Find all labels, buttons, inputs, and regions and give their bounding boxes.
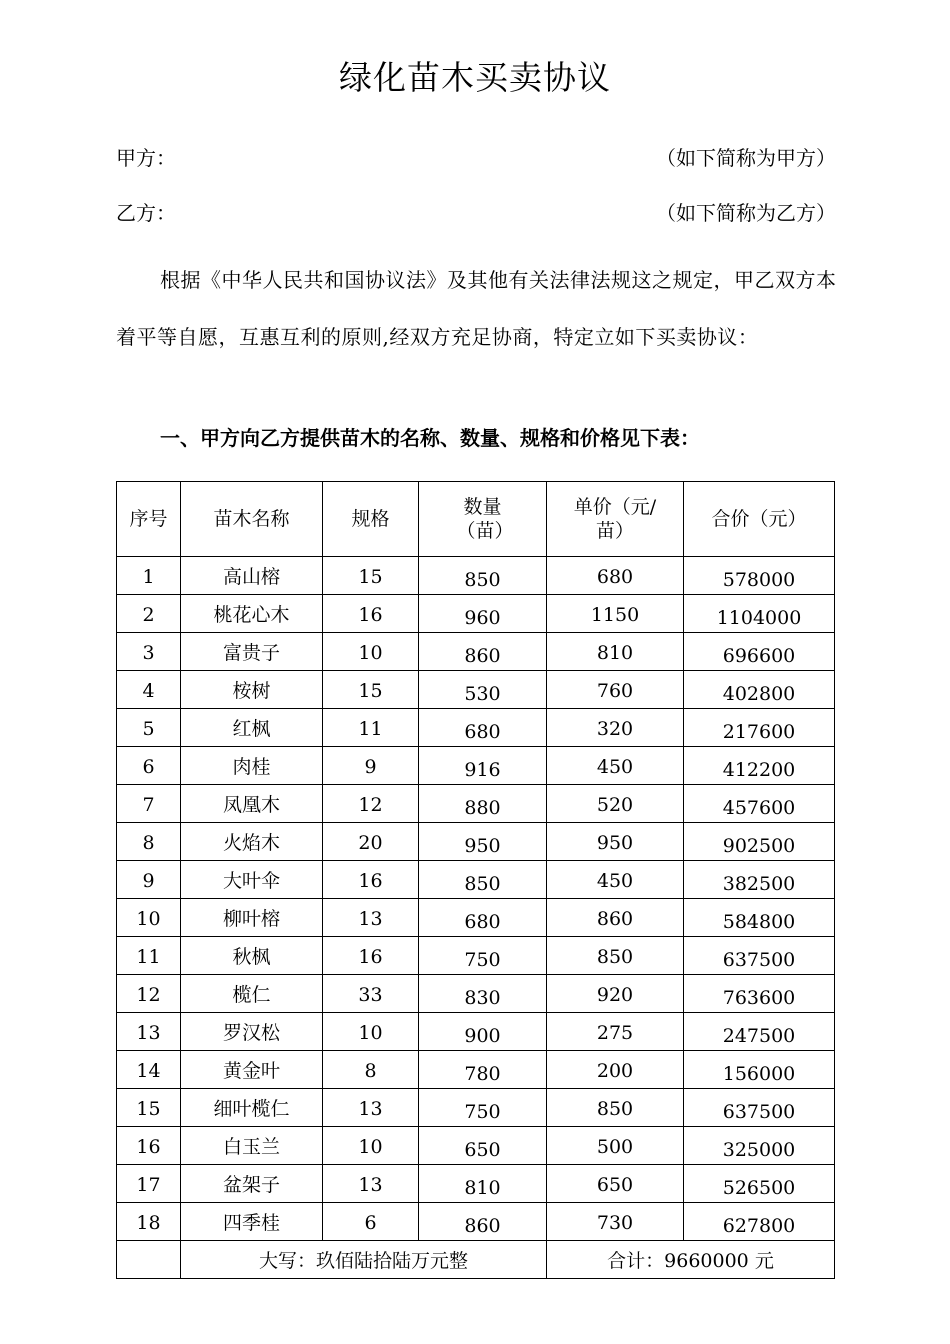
unit-price-cell: 680 (547, 557, 684, 595)
row-index-cell: 13 (117, 1013, 181, 1051)
subtotal-cell: 578000 (684, 557, 835, 595)
spec-cell: 8 (323, 1051, 419, 1089)
subtotal-cell: 526500 (684, 1165, 835, 1203)
header-subtotal: 合价（元） (684, 482, 835, 557)
quantity-cell: 530 (419, 671, 547, 709)
subtotal-cell: 584800 (684, 899, 835, 937)
table-row (117, 595, 835, 633)
table-row (117, 1089, 835, 1127)
quantity-cell: 650 (419, 1127, 547, 1165)
row-index-cell: 6 (117, 747, 181, 785)
amount-in-words: 大写：玖佰陆拾陆万元整 (181, 1241, 547, 1279)
table-row (117, 975, 835, 1013)
footer-blank-cell (117, 1241, 181, 1279)
seedling-name-cell: 凤凰木 (181, 785, 323, 823)
unit-price-cell: 320 (547, 709, 684, 747)
spec-cell: 12 (323, 785, 419, 823)
subtotal-cell: 637500 (684, 937, 835, 975)
spec-cell: 10 (323, 1013, 419, 1051)
spec-cell: 16 (323, 595, 419, 633)
seedling-name-cell: 大叶伞 (181, 861, 323, 899)
subtotal-cell: 1104000 (684, 595, 835, 633)
row-index-cell: 9 (117, 861, 181, 899)
subtotal-cell: 412200 (684, 747, 835, 785)
row-index-cell: 5 (117, 709, 181, 747)
seedling-name-cell: 火焰木 (181, 823, 323, 861)
document-title: 绿化苗木买卖协议 (339, 58, 611, 97)
table-row (117, 671, 835, 709)
spec-cell: 33 (323, 975, 419, 1013)
subtotal-cell: 696600 (684, 633, 835, 671)
section-heading: 一、甲方向乙方提供苗木的名称、数量、规格和价格见下表： (160, 426, 700, 450)
party-b-line (116, 198, 836, 228)
table-row (117, 861, 835, 899)
quantity-cell: 860 (419, 1203, 547, 1241)
party-b-label: 乙方： (116, 201, 176, 225)
seedling-name-cell: 罗汉松 (181, 1013, 323, 1051)
spec-cell: 6 (323, 1203, 419, 1241)
grand-total: 合计：9660000 元 (547, 1241, 835, 1279)
seedling-name-cell: 秋枫 (181, 937, 323, 975)
row-index-cell: 7 (117, 785, 181, 823)
unit-price-cell: 450 (547, 747, 684, 785)
table-row (117, 937, 835, 975)
unit-price-cell: 500 (547, 1127, 684, 1165)
unit-price-cell: 275 (547, 1013, 684, 1051)
unit-price-cell: 760 (547, 671, 684, 709)
quantity-cell: 950 (419, 823, 547, 861)
table-header-row (117, 482, 835, 557)
party-a-note: （如下简称为甲方） (656, 146, 836, 170)
header-index: 序号 (117, 482, 181, 557)
row-index-cell: 12 (117, 975, 181, 1013)
spec-cell: 10 (323, 1127, 419, 1165)
unit-price-cell: 860 (547, 899, 684, 937)
header-quantity: 数量（苗） (419, 482, 547, 557)
seedling-name-cell: 细叶榄仁 (181, 1089, 323, 1127)
row-index-cell: 3 (117, 633, 181, 671)
table-row (117, 1165, 835, 1203)
seedling-name-cell: 四季桂 (181, 1203, 323, 1241)
quantity-cell: 750 (419, 1089, 547, 1127)
subtotal-cell: 402800 (684, 671, 835, 709)
unit-price-cell: 920 (547, 975, 684, 1013)
seedling-name-cell: 榄仁 (181, 975, 323, 1013)
row-index-cell: 8 (117, 823, 181, 861)
quantity-cell: 900 (419, 1013, 547, 1051)
quantity-cell: 750 (419, 937, 547, 975)
seedling-name-cell: 柳叶榕 (181, 899, 323, 937)
spec-cell: 15 (323, 557, 419, 595)
table-row (117, 823, 835, 861)
intro-paragraph: 根据《中华人民共和国协议法》及其他有关法律法规这之规定，甲乙双方本着平等自愿，互惠互利的原则,经双方充足协商，特定立如下买卖协议： (116, 268, 837, 349)
subtotal-cell: 627800 (684, 1203, 835, 1241)
seedling-name-cell: 富贵子 (181, 633, 323, 671)
row-index-cell: 10 (117, 899, 181, 937)
subtotal-cell: 382500 (684, 861, 835, 899)
table-row (117, 1127, 835, 1165)
spec-cell: 13 (323, 1165, 419, 1203)
seedling-name-cell: 白玉兰 (181, 1127, 323, 1165)
seedling-name-cell: 黄金叶 (181, 1051, 323, 1089)
subtotal-cell: 457600 (684, 785, 835, 823)
spec-cell: 20 (323, 823, 419, 861)
seedling-name-cell: 红枫 (181, 709, 323, 747)
spec-cell: 13 (323, 899, 419, 937)
spec-cell: 10 (323, 633, 419, 671)
row-index-cell: 11 (117, 937, 181, 975)
table-row (117, 1013, 835, 1051)
row-index-cell: 17 (117, 1165, 181, 1203)
seedling-name-cell: 肉桂 (181, 747, 323, 785)
unit-price-cell: 850 (547, 937, 684, 975)
row-index-cell: 15 (117, 1089, 181, 1127)
unit-price-cell: 810 (547, 633, 684, 671)
spec-cell: 16 (323, 937, 419, 975)
table-row (117, 1051, 835, 1089)
row-index-cell: 14 (117, 1051, 181, 1089)
quantity-cell: 680 (419, 709, 547, 747)
table-footer-row (117, 1241, 835, 1279)
table-row (117, 633, 835, 671)
quantity-cell: 960 (419, 595, 547, 633)
unit-price-cell: 450 (547, 861, 684, 899)
quantity-cell: 850 (419, 557, 547, 595)
unit-price-cell: 650 (547, 1165, 684, 1203)
row-index-cell: 4 (117, 671, 181, 709)
unit-price-cell: 200 (547, 1051, 684, 1089)
unit-price-cell: 730 (547, 1203, 684, 1241)
unit-price-cell: 850 (547, 1089, 684, 1127)
table-row (117, 747, 835, 785)
quantity-cell: 810 (419, 1165, 547, 1203)
seedling-name-cell: 高山榕 (181, 557, 323, 595)
quantity-cell: 780 (419, 1051, 547, 1089)
table-row (117, 557, 835, 595)
unit-price-cell: 1150 (547, 595, 684, 633)
unit-price-cell: 520 (547, 785, 684, 823)
seedling-table (116, 481, 835, 1279)
quantity-cell: 860 (419, 633, 547, 671)
table-row (117, 709, 835, 747)
subtotal-cell: 217600 (684, 709, 835, 747)
subtotal-cell: 325000 (684, 1127, 835, 1165)
row-index-cell: 1 (117, 557, 181, 595)
quantity-cell: 830 (419, 975, 547, 1013)
table-row (117, 1203, 835, 1241)
party-b-note: （如下简称为乙方） (656, 201, 836, 225)
row-index-cell: 16 (117, 1127, 181, 1165)
party-a-line (116, 143, 836, 173)
header-name: 苗木名称 (181, 482, 323, 557)
quantity-cell: 916 (419, 747, 547, 785)
header-unit-price: 单价（元/苗） (547, 482, 684, 557)
seedling-name-cell: 盆架子 (181, 1165, 323, 1203)
party-a-label: 甲方： (116, 146, 176, 170)
subtotal-cell: 247500 (684, 1013, 835, 1051)
row-index-cell: 18 (117, 1203, 181, 1241)
seedling-name-cell: 桉树 (181, 671, 323, 709)
spec-cell: 16 (323, 861, 419, 899)
quantity-cell: 880 (419, 785, 547, 823)
spec-cell: 15 (323, 671, 419, 709)
spec-cell: 11 (323, 709, 419, 747)
quantity-cell: 680 (419, 899, 547, 937)
row-index-cell: 2 (117, 595, 181, 633)
seedling-name-cell: 桃花心木 (181, 595, 323, 633)
subtotal-cell: 763600 (684, 975, 835, 1013)
subtotal-cell: 156000 (684, 1051, 835, 1089)
unit-price-cell: 950 (547, 823, 684, 861)
header-spec: 规格 (323, 482, 419, 557)
table-row (117, 899, 835, 937)
table-row (117, 785, 835, 823)
subtotal-cell: 902500 (684, 823, 835, 861)
spec-cell: 9 (323, 747, 419, 785)
subtotal-cell: 637500 (684, 1089, 835, 1127)
quantity-cell: 850 (419, 861, 547, 899)
spec-cell: 13 (323, 1089, 419, 1127)
